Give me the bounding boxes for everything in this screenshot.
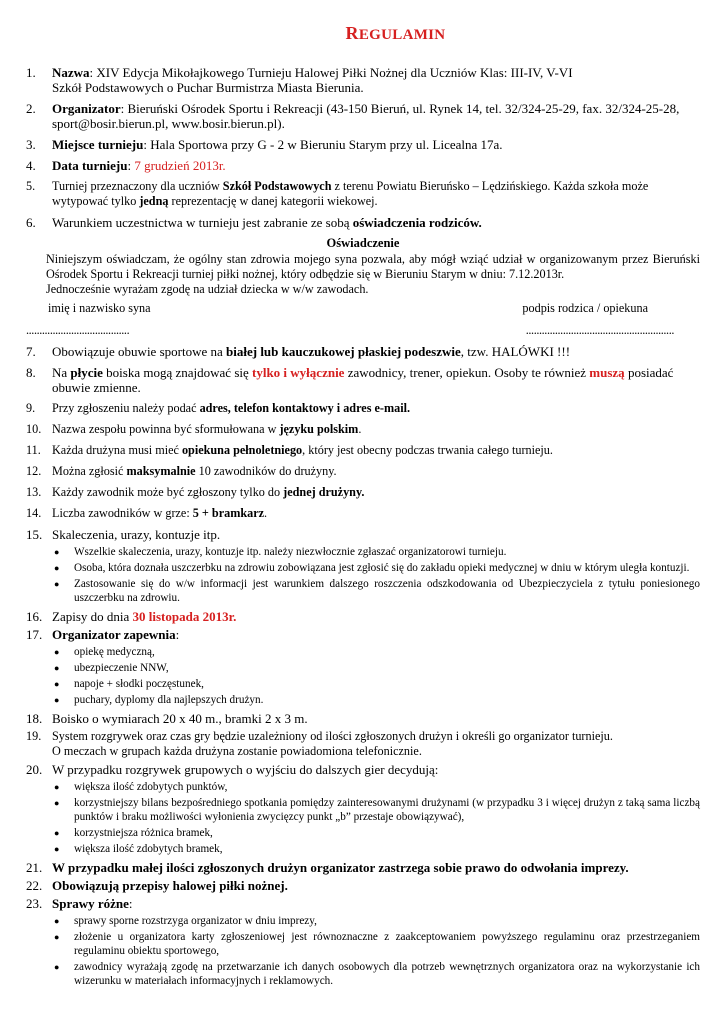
rule-12: 12. Można zgłosić maksymalnie 10 zawodników do drużyny. [26,464,337,478]
rule-21: 21. W przypadku małej ilości zgłoszonych drużyn organizator zastrzega sobie prawo do odwołania imprezy. [26,860,629,875]
rule-18: 18. Boisko o wymiarach 20 x 40 m., bramki 2 x 3 m. [26,711,308,726]
bullet-icon: ● [54,579,60,589]
list-item: ● złożenie u organizatora karty zgłoszeniowej jest równoznaczne z zaakceptowaniem powyższego regulaminu oraz przestrzeganiem regulaminu obiektu sportowego, [54,931,700,957]
list-item: ● puchary, dyplomy dla najlepszych drużyn. [54,694,264,706]
list-item: ● Zastosowanie się do w/w informacji jest warunkiem dalszego roszczenia odszkodowania od Ubezpieczyciela z tytułu poniesionego uszczerbku na zdrowiu. [54,578,700,604]
bullet-icon: ● [54,563,60,573]
rule-17: 17. Organizator zapewnia: [26,627,180,642]
bullet-icon: ● [54,679,60,689]
rule-10: 10. Nazwa zespołu powinna być sformułowana w języku polskim. [26,422,362,436]
list-item: ● ubezpieczenie NNW, [54,662,169,674]
signature-labels [26,301,700,316]
rule-1: 1. Nazwa: XIV Edycja Mikołajkowego Turnieju Halowej Piłki Nożnej dla Uczniów Klas: III-IV, V-VI Szkół Podstawowych o Puchar Burmistrza Miasta Bierunia. [26,65,573,95]
signature-lines [26,323,700,338]
rule-20-bullets [26,780,700,856]
bullet-icon: ● [54,647,60,657]
rule-8: 8. Na płycie boiska mogą znajdować się tylko i wyłącznie zawodnicy, trener, opiekun. Osoby te również muszą posiadać obuwie zmienne. [26,365,674,395]
rule-6: 6. Warunkiem uczestnictwa w turnieju jest zabranie ze sobą oświadczenia rodziców. [26,215,482,230]
list-item: ● większa ilość zdobytych punktów, [54,781,228,793]
list-item: ● sprawy sporne rozstrzyga organizator w dniu imprezy, [54,915,317,927]
rule-20: 20. W przypadku rozgrywek grupowych o wyjściu do dalszych gier decydują: [26,762,439,777]
parent-signature-line: ........................................................ [525,323,674,337]
bullet-icon: ● [54,932,60,942]
rule-16: 16. Zapisy do dnia 30 listopada 2013r. [26,609,237,624]
rule-14: 14. Liczba zawodników w grze: 5 + bramkarz. [26,506,268,520]
list-item: ● zawodnicy wyrażają zgodę na przetwarzanie ich danych osobowych dla potrzeb wewnętrznych organizatora oraz na wykorzystanie ich wizerunku w materiałach informacyjnych i reklamowych. [54,961,700,987]
list-item: ● korzystniejsza różnica bramek, [54,827,213,839]
page-title: REGULAMIN [345,23,446,43]
list-item: ● Wszelkie skaleczenia, urazy, kontuzje itp. należy niezwłocznie zgłaszać organizatorowi turnieju. [54,546,507,558]
rule-7: 7. Obowiązuje obuwie sportowe na białej lub kauczukowej płaskiej podeszwie, tzw. HALÓWKI !!! [26,344,571,359]
rule-17-bullets [26,645,700,707]
list-item: ● korzystniejszy bilans bezpośredniego spotkania pomiędzy zainteresowanymi drużynami (w przypadku 3 i więcej drużyn z taką sama liczbą punktów i braku możliwości wyłonienia zwycięzcy punkt „b” przestaje obowiązywać), [54,797,700,823]
rule-5: 5. Turniej przeznaczony dla uczniów Szkół Podstawowych z terenu Powiatu Bieruńsko – Lędzińskiego. Każda szkoła może wytypować tylko jedną reprezentację w danej kategorii wiekowej. [26,179,649,208]
rule-2: 2. Organizator: Bieruński Ośrodek Sportu i Rekreacji (43-150 Bieruń, ul. Rynek 14, tel. 32/324-25-29, fax. 32/324-25-28, sport@bosir.bierun.pl, www.bosir.bierun.pl). [26,101,680,131]
rule-13: 13. Każdy zawodnik może być zgłoszony tylko do jednej drużyny. [26,485,365,499]
bullet-icon: ● [54,782,60,792]
bullet-icon: ● [54,663,60,673]
rule-23: 23. Sprawy różne: [26,896,133,911]
bullet-icon: ● [54,962,60,972]
list-item: ● opiekę medyczną, [54,646,155,658]
list-item: ● Osoba, która doznała uszczerbku na zdrowiu zobowiązana jest zgłosić się do zakładu opieki medycznej w dniu w którym uległa kontuzji. [54,562,690,574]
rule-9: 9. Przy zgłoszeniu należy podać adres, telefon kontaktowy i adres e-mail. [26,401,411,415]
bullet-icon: ● [54,798,60,808]
child-name-line: ....................................... [26,323,130,337]
rule-15-bullets [26,545,700,605]
rule-23-bullets [26,914,700,988]
bullet-icon: ● [54,828,60,838]
list-item: ● napoje + słodki poczęstunek, [54,678,204,690]
rule-22: 22. Obowiązują przepisy halowej piłki nożnej. [26,878,288,893]
rule-4: 4. Data turnieju: 7 grudzień 2013r. [26,158,226,173]
rule-15: 15. Skaleczenia, urazy, kontuzje itp. [26,527,221,542]
bullet-icon: ● [54,547,60,557]
list-item: ● większa ilość zdobytych bramek, [54,843,223,855]
rule-3: 3. Miejsce turnieju: Hala Sportowa przy G - 2 w Bieruniu Starym przy ul. Licealna 17a. [26,137,503,152]
rule-19: 19. System rozgrywek oraz czas gry będzie uzależniony od ilości zgłoszonych drużyn i określi go organizator turnieju. O meczach w grupach każda drużyna zostanie powiadomiona telefonicznie. [26,729,613,758]
declaration-title: Oświadczenie [326,236,400,250]
bullet-icon: ● [54,695,60,705]
parent-signature-label: podpis rodzica / opiekuna [522,301,648,315]
bullet-icon: ● [54,916,60,926]
child-name-label: imię i nazwisko syna [48,301,151,315]
bullet-icon: ● [54,844,60,854]
rule-11: 11. Każda drużyna musi mieć opiekuna pełnoletniego, który jest obecny podczas trwania całego turnieju. [26,443,553,457]
declaration-text: Niniejszym oświadczam, że ogólny stan zdrowia mojego syna pozwala, aby mógł wziąć udział w organizowanym przez Bieruński Ośrodek Sportu i Rekreacji turniej piłki nożnej, który odbędzie się w Bieruniu Starym w dniu: 7.12.2013r. Jednocześnie wyrażam zgodę na udział dziecka w w/w zawodach. [46,252,700,296]
